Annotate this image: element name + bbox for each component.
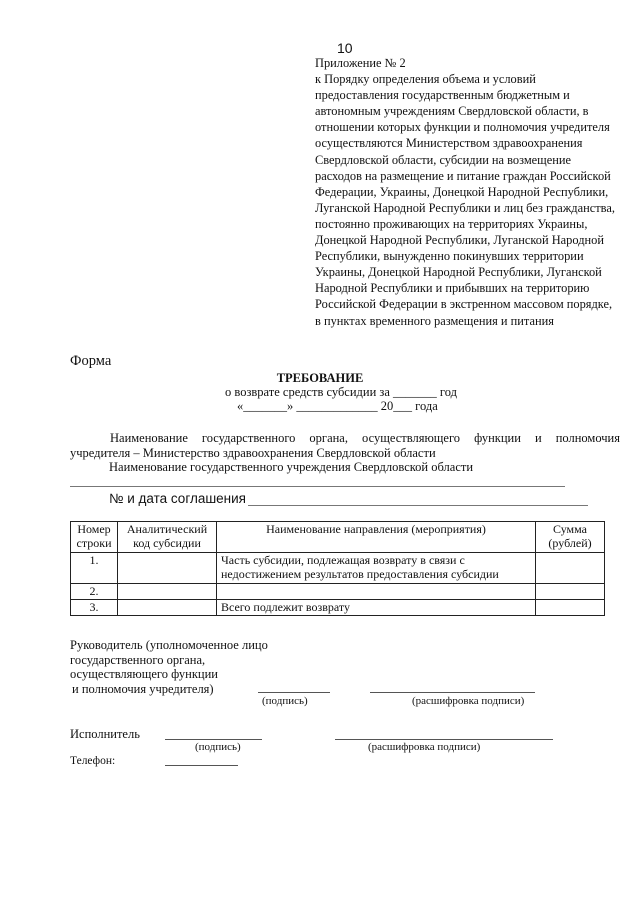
row-number: 2. <box>71 584 118 600</box>
head-decoding-caption: (расшифровка подписи) <box>412 695 525 707</box>
appendix-text: к Порядку определения объема и условий предоставления государственным бюджетным и автономным учреждениям Свердловской области, в отношении которых функции и полномочия учредителя осуществляются Министерством здравоохранения Свердловской области, субсидии на возмещение расходов на размещение и питание граждан Российской Федерации, Украины, Донецкой Народной Республики, Луганской Народной Республики и лиц без гражданства, постоянно проживающих на территориях Украины, Донецкой Народной Республики, Луганской Народной Республики, вынужденно покинувших территории Украины, Донецкой Народной Республики, Луганской Народной Республики и прибывших на территорию Российской Федерации в экстренном массовом порядке, в пунктах временного размещения и питания <box>315 72 615 328</box>
executor-decoding-caption: (расшифровка подписи) <box>368 741 481 753</box>
row-code[interactable] <box>118 600 217 616</box>
organization-line-2: учредителя – Министерство здравоохранения Свердловской области <box>70 445 436 460</box>
head-signature-line[interactable] <box>258 692 330 693</box>
executor-label: Исполнитель <box>70 727 140 741</box>
phone-label: Телефон: <box>70 755 116 767</box>
header-direction-name: Наименование направления (мероприятия) <box>217 522 536 553</box>
table-header-row <box>71 522 605 553</box>
agreement-fill-line[interactable] <box>248 505 588 506</box>
refund-table <box>70 521 605 616</box>
head-label-line-2: государственного органа, <box>70 652 206 667</box>
row-sum[interactable] <box>536 584 605 600</box>
agreement-label: № и дата соглашения <box>109 491 246 506</box>
row-number: 1. <box>71 553 118 584</box>
institution-label: Наименование государственного учреждения Свердловской области <box>109 460 474 474</box>
row-code[interactable] <box>118 584 217 600</box>
row-name: Часть субсидии, подлежащая возврату в связи с недостижением результатов предоставления субсидии <box>217 553 536 584</box>
document-title: ТРЕБОВАНИЕ <box>276 371 364 385</box>
row-number: 3. <box>71 600 118 616</box>
header-row-number: Номер строки <box>71 522 118 553</box>
table-row <box>71 584 605 600</box>
organization-line-1: Наименование государственного органа, осуществляющего функции и полномочия <box>110 431 620 445</box>
table-row <box>71 553 605 584</box>
table-row <box>71 600 605 616</box>
executor-decoding-line[interactable] <box>335 739 553 740</box>
row-code[interactable] <box>118 553 217 584</box>
subtitle-date-line: «_______» _____________ 20___ года <box>237 399 438 413</box>
row-name: Всего подлежит возврату <box>217 600 536 616</box>
header-analytic-code: Аналитический код субсидии <box>118 522 217 553</box>
header-sum: Сумма (рублей) <box>536 522 605 553</box>
row-sum[interactable] <box>536 553 605 584</box>
organization-block <box>70 431 620 460</box>
head-label-line-1: Руководитель (уполномоченное лицо <box>70 638 268 652</box>
executor-signature-caption: (подпись) <box>195 741 241 753</box>
head-label-line-4: и полномочия учредителя) <box>72 681 214 696</box>
subtitle-year-line: о возврате средств субсидии за _______ год <box>225 385 457 399</box>
head-signature-block <box>70 638 268 696</box>
appendix-title: Приложение № 2 <box>315 56 406 70</box>
appendix-block <box>315 55 620 329</box>
institution-fill-line[interactable] <box>70 486 565 487</box>
row-name[interactable] <box>217 584 536 600</box>
head-signature-caption: (подпись) <box>262 695 308 707</box>
head-label-line-3: осуществляющего функции <box>70 667 218 681</box>
row-sum[interactable] <box>536 600 605 616</box>
phone-fill-line[interactable] <box>165 765 238 766</box>
form-label: Форма <box>70 353 112 369</box>
executor-signature-line[interactable] <box>165 739 262 740</box>
page-number: 10 <box>337 40 353 56</box>
head-decoding-line[interactable] <box>370 692 535 693</box>
